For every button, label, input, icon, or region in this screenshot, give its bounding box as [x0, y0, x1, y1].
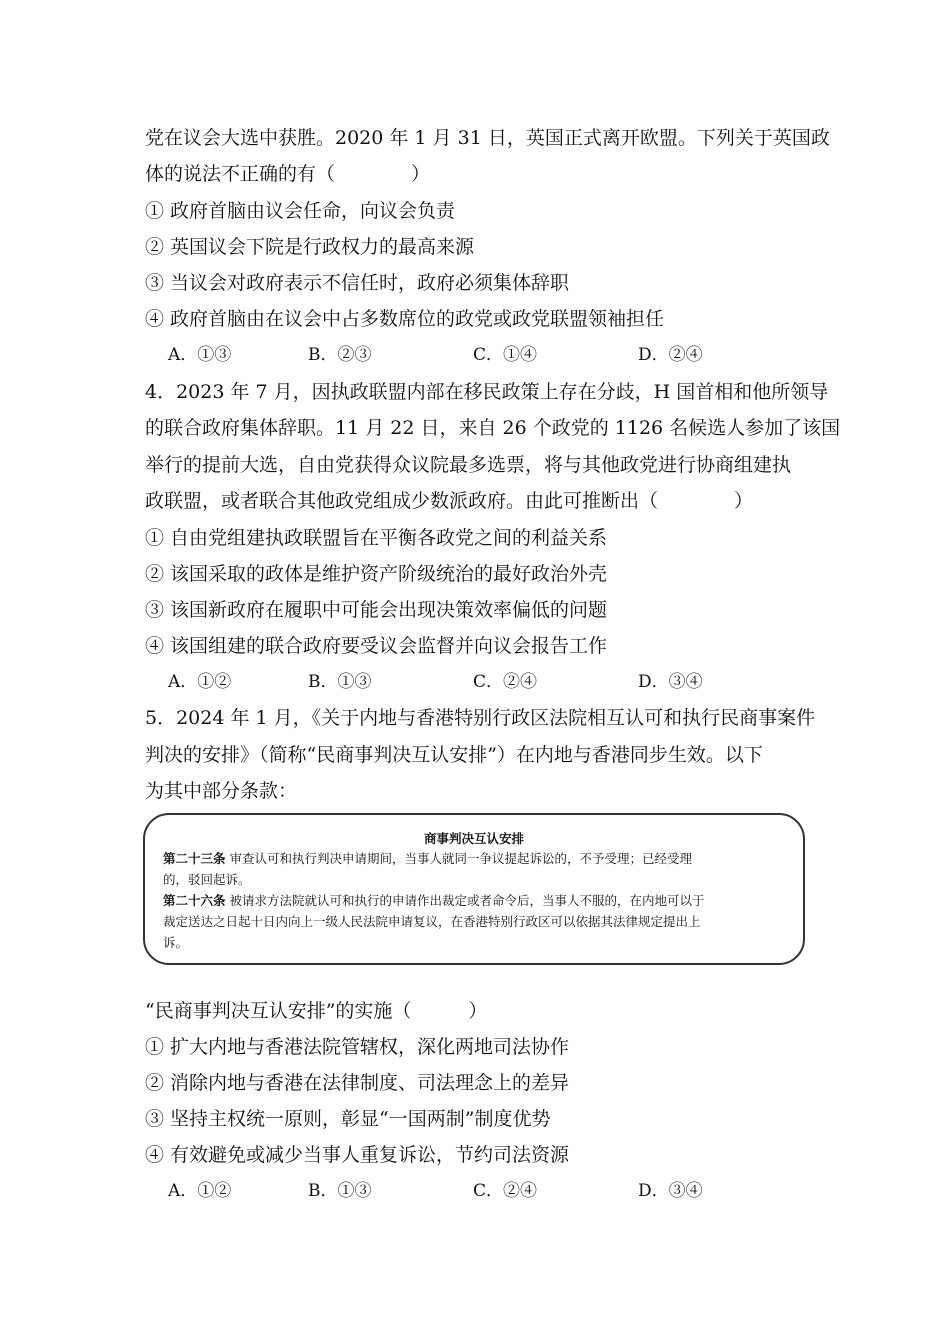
q3-option-b[interactable]: B．②③: [308, 345, 372, 365]
q3-item-3: ③ 当议会对政府表示不信任时，政府必须集体辞职: [145, 272, 570, 294]
q3-item-1: ① 政府首脑由议会任命，向议会负责: [145, 200, 456, 222]
q4-item-2: ② 该国采取的政体是维护资产阶级统治的最好政治外壳: [145, 563, 608, 585]
article-26-label: 第二十六条: [163, 893, 226, 908]
q5-option-c[interactable]: C．②④: [473, 1181, 538, 1201]
q4-item-3: ③ 该国新政府在履职中可能会出现决策效率偏低的问题: [145, 599, 608, 621]
q5-option-a[interactable]: A．①②: [168, 1181, 232, 1201]
q5-stem-line3: 为其中部分条款：: [145, 780, 298, 802]
q4-stem-line4: 政联盟，或者联合其他政党组成少数派政府。由此可推断出（ ）: [145, 490, 754, 512]
article-26-text: 被请求方法院就认可和执行的申请作出裁定或者命令后，当事人不服的，在内地可以于: [225, 893, 705, 908]
q4-option-b[interactable]: B．①③: [308, 672, 372, 692]
q5-stem-line2: 判决的安排》（简称“民商事判决互认安排”）在内地与香港同步生效。以下: [145, 744, 763, 766]
q5-stem-line1: 5．2024 年 1 月，《关于内地与香港特别行政区法院相互认可和执行民商事案件: [145, 707, 816, 729]
q3-option-c[interactable]: C．①④: [473, 345, 538, 365]
article-23-label: 第二十三条: [163, 851, 226, 866]
q4-item-4: ④ 该国组建的联合政府要受议会监督并向议会报告工作: [145, 635, 608, 657]
agreement-excerpt-box: [143, 813, 805, 965]
article-26-line3: 诉。: [163, 935, 189, 950]
q4-item-1: ① 自由党组建执政联盟旨在平衡各政党之间的利益关系: [145, 527, 608, 549]
q5-item-1: ① 扩大内地与香港法院管辖权，深化两地司法协作: [145, 1036, 570, 1058]
q3-item-4: ④ 政府首脑由在议会中占多数席位的政党或政党联盟领袖担任: [145, 308, 665, 330]
q5-item-3: ③ 坚持主权统一原则，彰显“一国两制”制度优势: [145, 1108, 551, 1130]
q4-option-d[interactable]: D．③④: [638, 672, 703, 692]
q4-option-c[interactable]: C．②④: [473, 672, 538, 692]
q4-stem-line1: 4．2023 年 7 月，因执政联盟内部在移民政策上存在分歧，H 国首相和他所领导: [145, 381, 829, 403]
agreement-title: 商事判决互认安排: [423, 831, 524, 846]
q5-item-2: ② 消除内地与香港在法律制度、司法理念上的差异: [145, 1072, 570, 1094]
q4-stem-line2: 的联合政府集体辞职。11 月 22 日，来自 26 个政党的 1126 名候选人参加了该国: [145, 417, 841, 439]
q5-question: “民商事判决互认安排”的实施（ ）: [145, 1000, 488, 1022]
q5-option-d[interactable]: D．③④: [638, 1181, 703, 1201]
q5-option-b[interactable]: B．①③: [308, 1181, 372, 1201]
article-26-line1: [163, 893, 705, 909]
q3-option-d[interactable]: D．②④: [638, 345, 703, 365]
q3-stem-line2: 体的说法不正确的有（ ）: [145, 163, 431, 185]
q5-item-4: ④ 有效避免或减少当事人重复诉讼，节约司法资源: [145, 1144, 570, 1166]
article-26-line2: 裁定送达之日起十日内向上一级人民法院申请复议，在香港特别行政区可以依据其法律规定提出上: [163, 914, 701, 929]
q3-stem-line1: 党在议会大选中获胜。2020 年 1 月 31 日，英国正式离开欧盟。下列关于英国政: [145, 127, 830, 149]
article-23-text: 审查认可和执行判决申请期间，当事人就同一争议提起诉讼的，不予受理；已经受理: [225, 851, 692, 866]
q4-stem-line3: 举行的提前大选，自由党获得众议院最多选票，将与其他政党进行协商组建执: [145, 454, 792, 476]
q3-item-2: ② 英国议会下院是行政权力的最高来源: [145, 236, 475, 258]
q4-option-a[interactable]: A．①②: [168, 672, 232, 692]
article-23-line2: 的，驳回起诉。: [163, 872, 251, 887]
q3-option-a[interactable]: A．①③: [168, 345, 232, 365]
article-23-line1: [163, 851, 692, 867]
